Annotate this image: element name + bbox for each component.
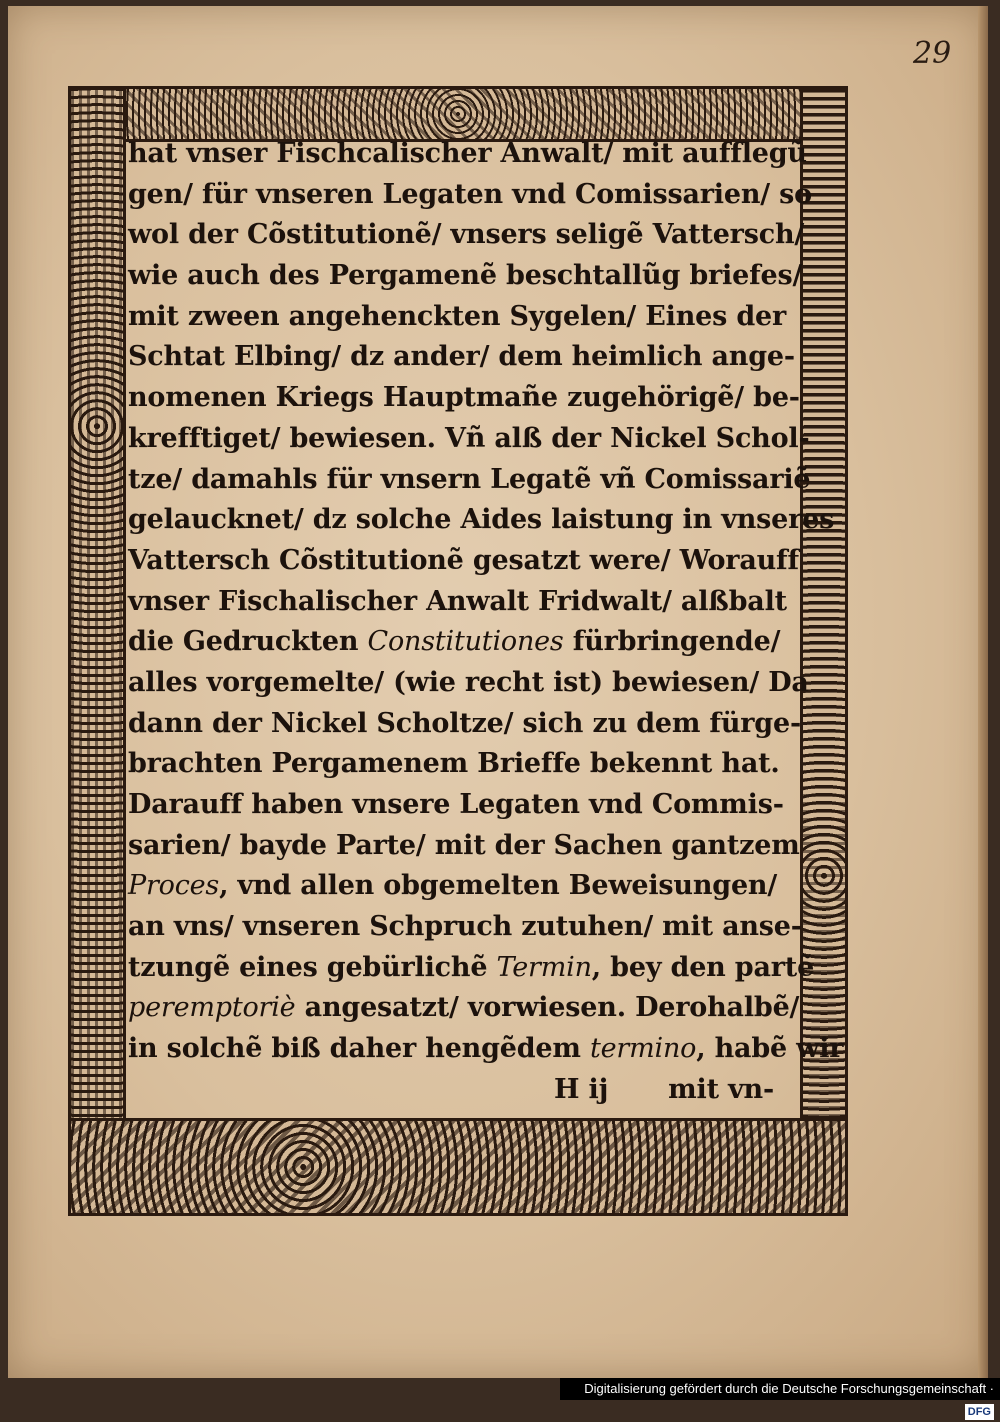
- dfg-logo: DFG: [965, 1404, 994, 1420]
- text-segment: krefftiget/ bewiesen. Vñ alß der Nickel Schol-: [128, 422, 810, 454]
- book-page: [8, 6, 988, 1378]
- text-line: [128, 297, 808, 338]
- folio-number: 29: [913, 36, 952, 71]
- italic-segment: Proces: [128, 870, 220, 902]
- text-line: [128, 175, 812, 216]
- text-line: [128, 1029, 844, 1070]
- text-line: [128, 948, 815, 989]
- text-line: [128, 256, 808, 297]
- text-line: [128, 866, 808, 907]
- text-segment: tze/ damahls für vnsern Legatẽ vñ Comissariẽ: [128, 463, 811, 495]
- page-edge: [978, 6, 988, 1378]
- text-segment: dann der Nickel Scholtze/ sich zu dem fürge-: [128, 707, 801, 739]
- text-segment: Vattersch Cõstitutionẽ gesatzt were/ Worauff: [128, 544, 799, 576]
- text-segment: gelaucknet/ dz solche Aides laistung in vnseres: [128, 504, 835, 536]
- text-segment: Darauff haben vnsere Legaten vnd Commis-: [128, 789, 784, 820]
- text-line: [128, 134, 808, 175]
- dfg-footer: [560, 1378, 1000, 1418]
- text-line: [128, 907, 808, 948]
- text-segment: angesatzt/ vorwiesen. Derohalbẽ/: [295, 992, 800, 1024]
- footer-text: Digitalisierung gefördert durch die Deutsche Forschungsgemeinschaft ·: [584, 1381, 994, 1396]
- text-line: [128, 785, 808, 826]
- italic-segment: peremptoriè: [128, 992, 296, 1024]
- text-segment: , bey den partẽ: [591, 951, 815, 983]
- text-segment: sarien/ bayde Parte/ mit der Sachen gantzem: [128, 829, 800, 861]
- catchline: [128, 1070, 808, 1111]
- text-line: [128, 826, 808, 867]
- text-segment: nomenen Kriegs Hauptmañe zugehörigẽ/ be-: [128, 382, 800, 414]
- body-text: [128, 134, 844, 1105]
- ornament-bottom: [68, 1118, 848, 1216]
- text-segment: alles vorgemelte/ (wie recht ist) bewiesen/ Da: [128, 666, 809, 698]
- text-line: [128, 582, 808, 623]
- text-segment: die Gedruckten: [128, 626, 368, 658]
- text-line: [128, 704, 808, 745]
- text-segment: , vnd allen obgemelten Beweisungen/: [219, 870, 778, 902]
- text-line: [128, 744, 808, 785]
- text-line: [128, 541, 808, 582]
- text-segment: gen/ für vnseren Legaten vnd Comissarien/ so: [128, 178, 812, 210]
- text-segment: in solchẽ biß daher hengẽdem: [128, 1033, 590, 1065]
- text-line: [128, 622, 808, 663]
- text-line: [128, 460, 811, 501]
- italic-segment: termino: [589, 1033, 697, 1065]
- text-line: [128, 500, 835, 541]
- text-segment: vnser Fischalischer Anwalt Fridwalt/ alßbalt: [128, 585, 787, 617]
- italic-segment: Termin: [496, 951, 592, 983]
- text-segment: mit zween angehenckten Sygelen/ Eines der: [128, 300, 787, 332]
- text-segment: an vns/ vnseren Schpruch zutuhen/ mit anse-: [128, 911, 802, 943]
- text-segment: hat vnser Fischcalischer Anwalt/ mit aufflegũ: [128, 138, 807, 169]
- text-segment: fürbringende/: [563, 626, 781, 658]
- text-segment: Schtat Elbing/ dz ander/ dem heimlich ange-: [128, 341, 795, 373]
- text-line: [128, 663, 808, 704]
- ornament-left: [68, 86, 126, 1216]
- text-line: [128, 419, 808, 460]
- text-segment: , habẽ wir: [696, 1033, 844, 1065]
- signature-mark: H ij: [554, 1073, 609, 1105]
- text-line: [128, 337, 808, 378]
- text-line: [128, 378, 808, 419]
- catchword: mit vn-: [668, 1073, 774, 1105]
- text-segment: brachten Pergamenem Brieffe bekennt hat.: [128, 748, 780, 780]
- text-segment: tzungẽ eines gebürlichẽ: [128, 951, 497, 983]
- italic-segment: Constitutiones: [367, 626, 564, 658]
- text-segment: wol der Cõstitutionẽ/ vnsers seligẽ Vattersch/: [128, 219, 805, 251]
- text-line: [128, 215, 808, 256]
- text-line: [128, 988, 808, 1029]
- text-segment: wie auch des Pergamenẽ beschtallũg briefes/: [128, 260, 803, 292]
